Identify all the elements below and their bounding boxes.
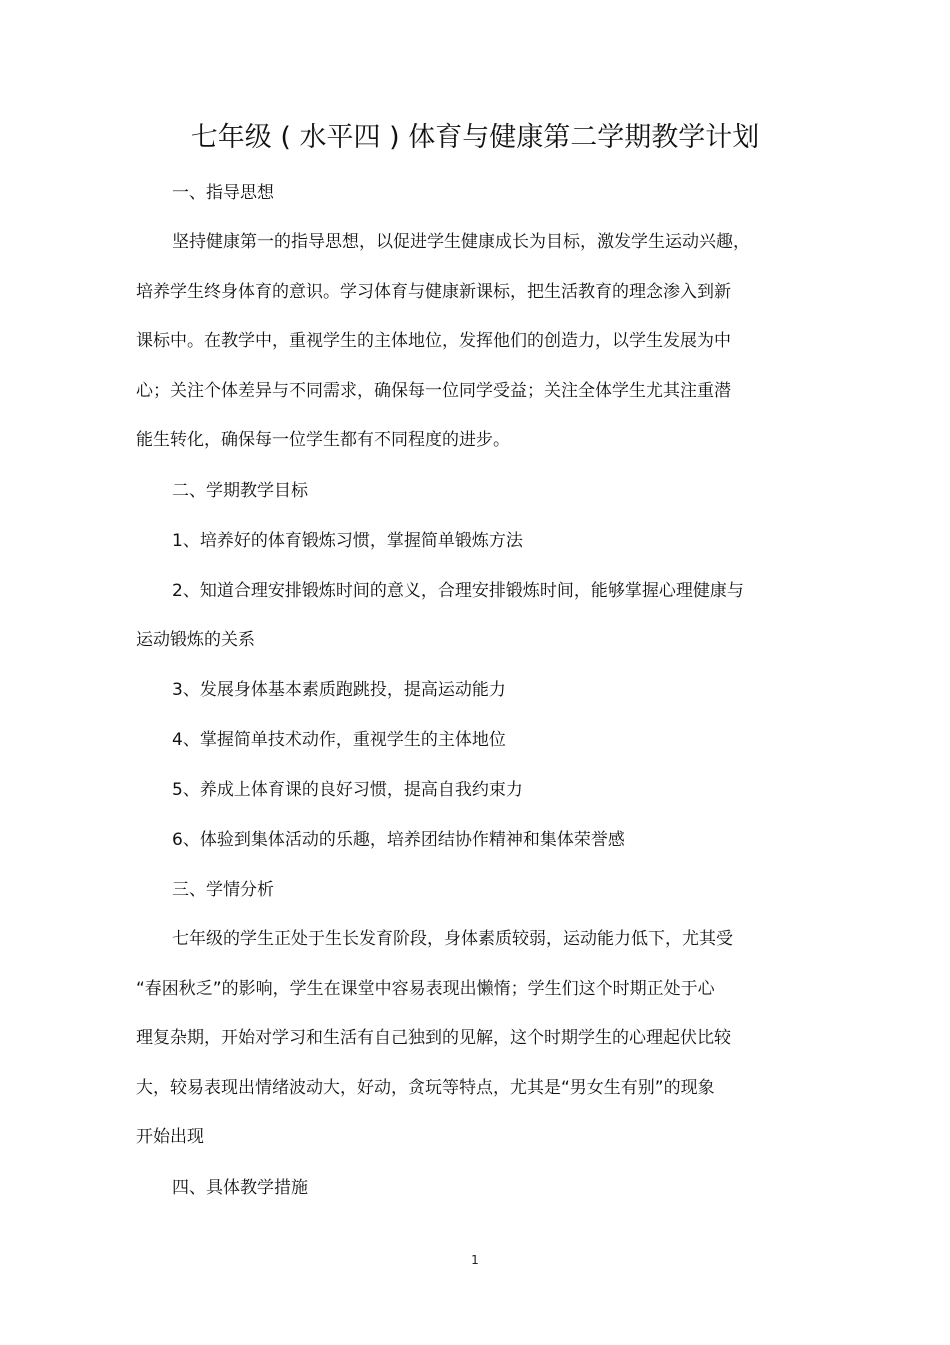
student-analysis-paragraph <box>136 915 786 1163</box>
goal-item: 6、体验到集体活动的乐趣，培养团结协作精神和集体荣誉感 <box>172 830 625 850</box>
section-heading-semester-goals: 二、学期教学目标 <box>172 480 308 501</box>
section-heading-guiding-ideology: 一、指导思想 <box>172 183 274 203</box>
goal-item: 2、知道合理安排锻炼时间的意义，合理安排锻炼时间，能够掌握心理健康与 <box>172 580 744 601</box>
paragraph-line: 坚持健康第一的指导思想，以促进学生健康成长为目标，激发学生运动兴趣， <box>172 232 750 252</box>
paragraph-line: 大，较易表现出情绪波动大，好动，贪玩等特点，尤其是“男女生有别”的现象 <box>136 1077 715 1098</box>
paragraph-line: “春困秋乏”的影响，学生在课堂中容易表现出懒惰；学生们这个时期正处于心 <box>136 978 715 999</box>
document-body <box>136 168 786 1213</box>
section-heading-teaching-measures: 四、具体教学措施 <box>172 1177 308 1198</box>
paragraph-line: 培养学生终身体育的意识。学习体育与健康新课标，把生活教育的理念渗入到新 <box>136 281 731 302</box>
paragraph-line: 课标中。在教学中，重视学生的主体地位，发挥他们的创造力，以学生发展为中 <box>136 331 731 351</box>
paragraph-line: 能生转化，确保每一位学生都有不同程度的进步。 <box>136 430 510 450</box>
goal-item-continuation: 运动锻炼的关系 <box>136 629 255 650</box>
goal-item: 3、发展身体基本素质跑跳投，提高运动能力 <box>172 680 506 700</box>
paragraph-line: 七年级的学生正处于生长发育阶段，身体素质较弱，运动能力低下，尤其受 <box>172 929 733 949</box>
goal-item: 4、掌握简单技术动作，重视学生的主体地位 <box>172 730 506 750</box>
goal-item: 1、培养好的体育锻炼习惯，掌握简单锻炼方法 <box>172 530 523 551</box>
guiding-ideology-paragraph <box>136 218 786 466</box>
paragraph-line: 开始出现 <box>136 1127 204 1147</box>
semester-goals-list <box>136 516 786 866</box>
document-title: 七年级 ( 水平四 ) 体育与健康第二学期教学计划 <box>190 122 760 153</box>
goal-item: 5、养成上体育课的良好习惯，提高自我约束力 <box>172 780 523 800</box>
page-number: 1 <box>471 1253 479 1267</box>
paragraph-line: 理复杂期，开始对学习和生活有自己独到的见解，这个时期学生的心理起伏比较 <box>136 1028 731 1048</box>
section-heading-student-analysis: 三、学情分析 <box>172 880 274 900</box>
paragraph-line: 心；关注个体差异与不同需求，确保每一位同学受益；关注全体学生尤其注重潜 <box>136 380 731 401</box>
